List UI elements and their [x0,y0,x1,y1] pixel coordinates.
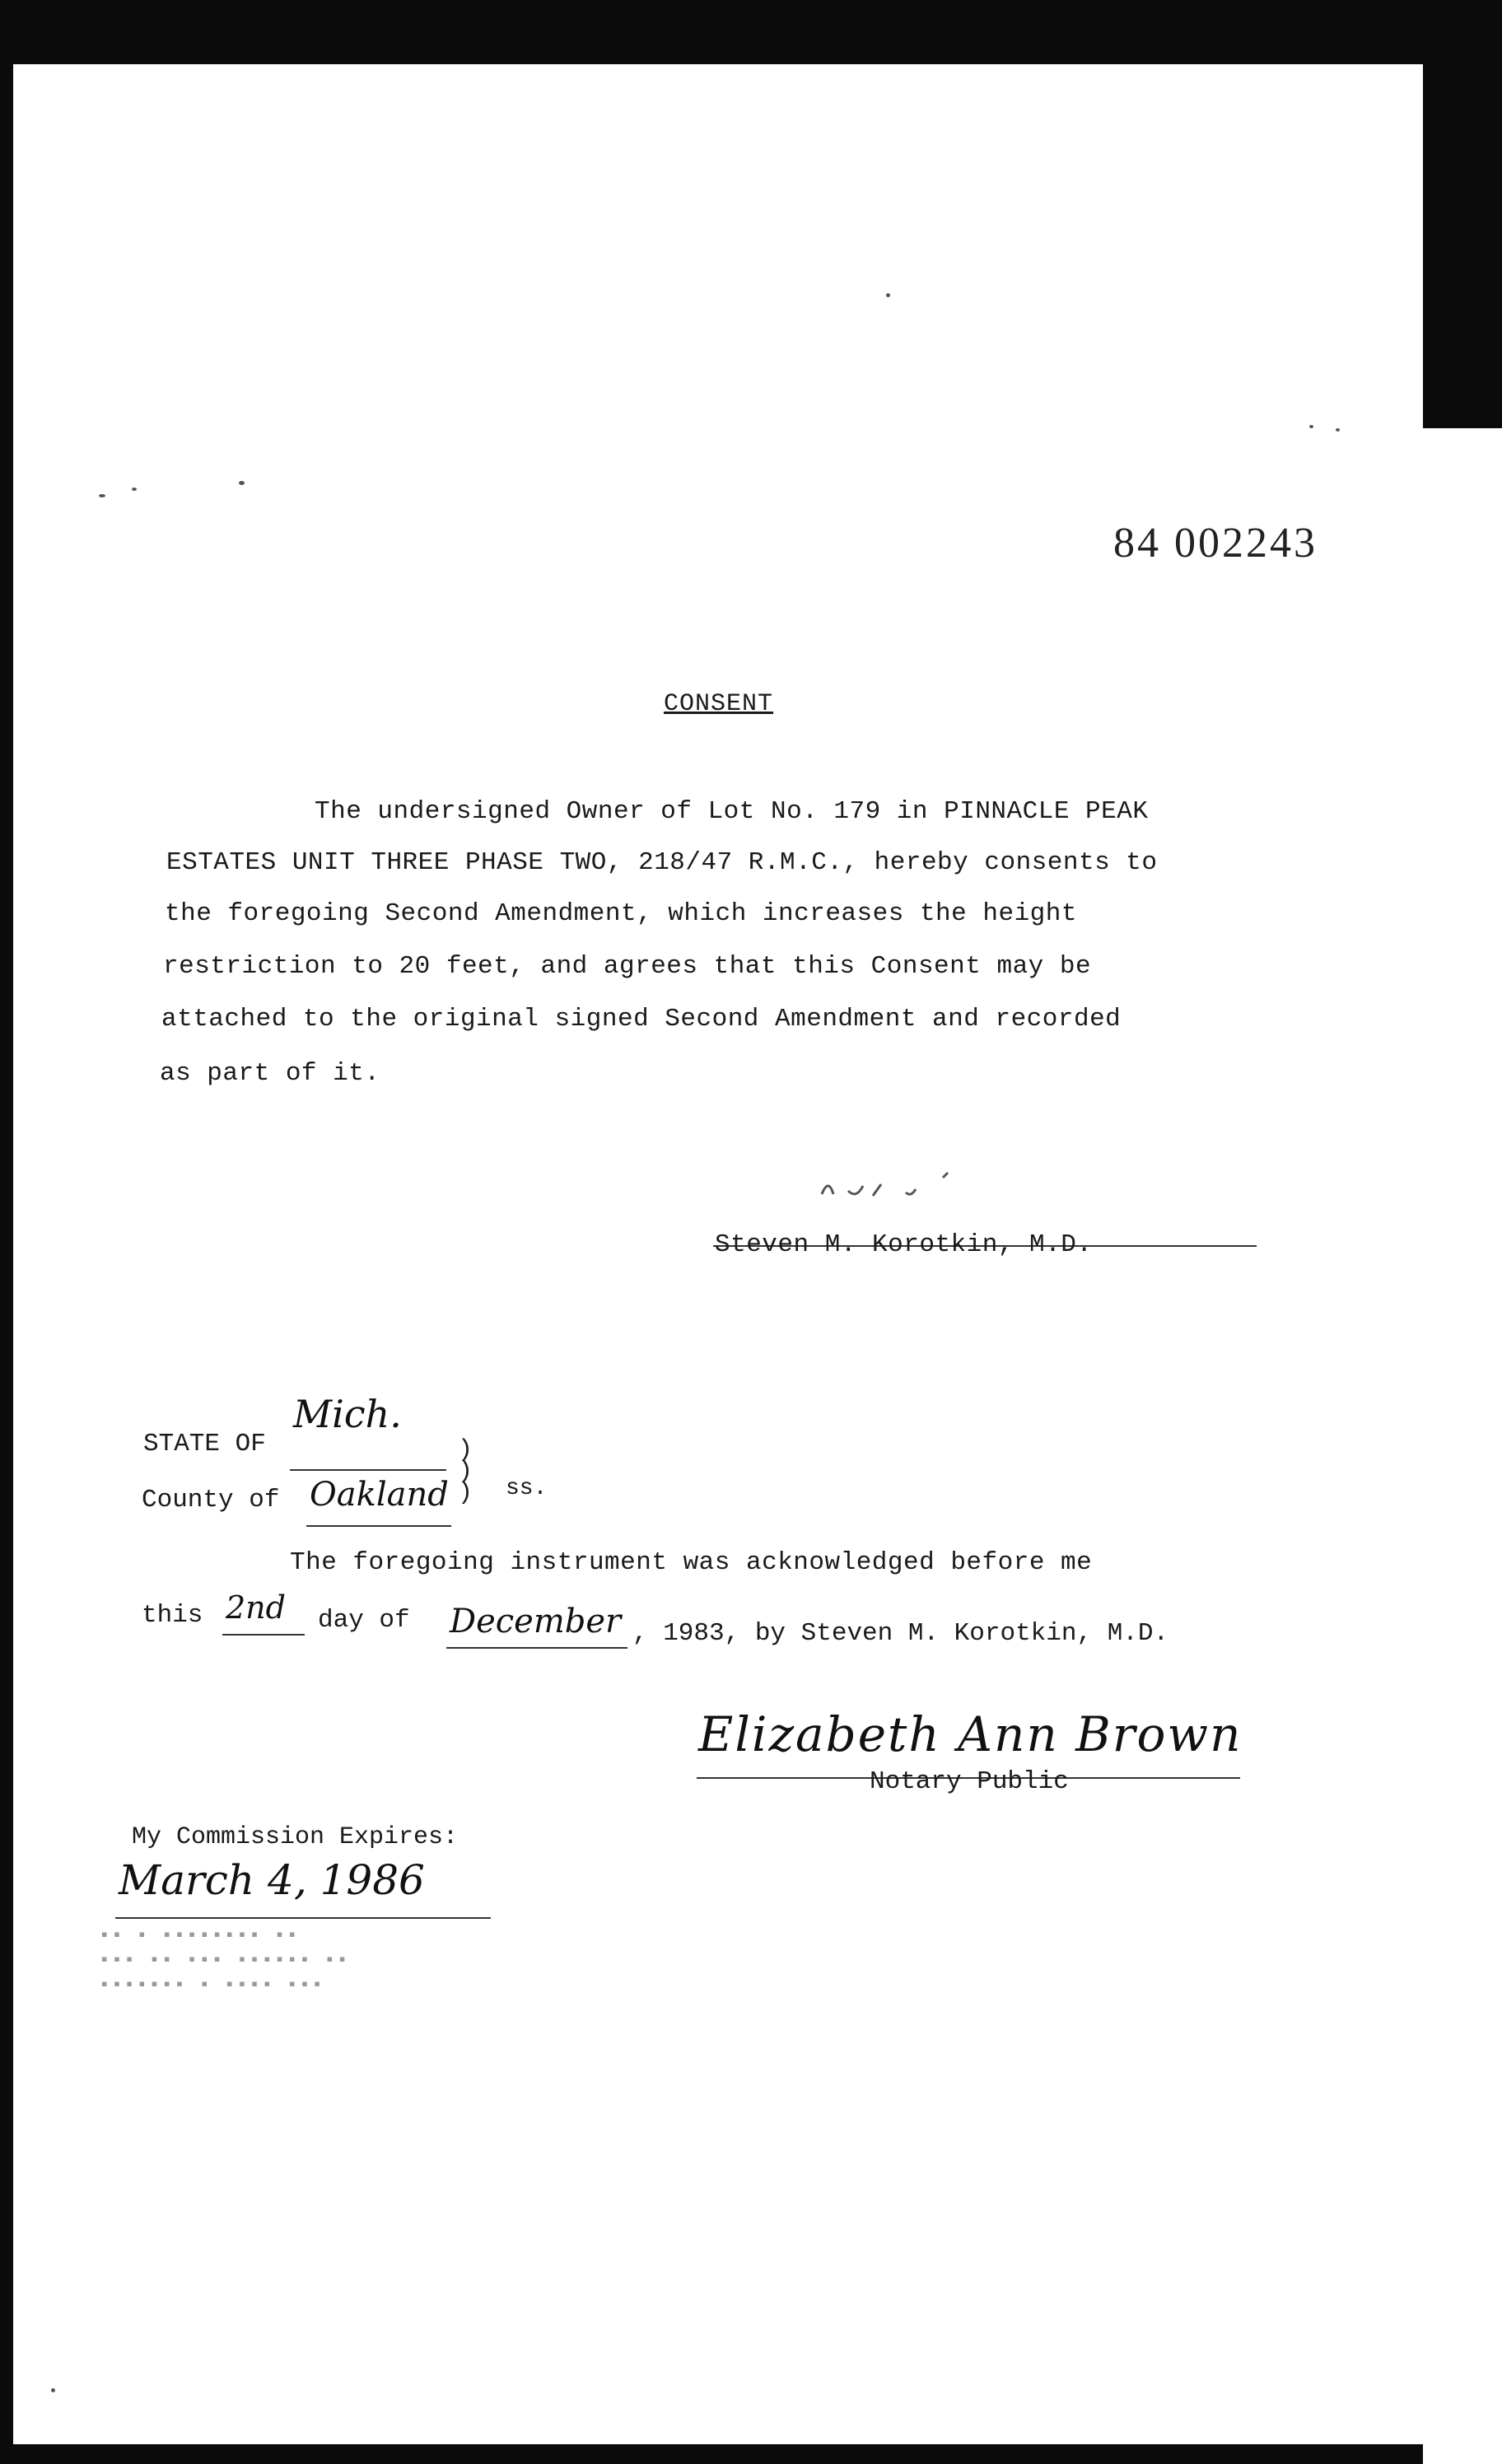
county-label: County of [142,1486,280,1514]
commission-label: My Commission Expires: [132,1823,459,1851]
body-line: The undersigned Owner of Lot No. 179 in PINNACLE PEAK [315,797,1149,826]
signer-name: Steven M. Korotkin, M.D. [715,1230,1093,1259]
commission-date-line [115,1917,491,1919]
this-label: this [142,1601,203,1630]
bracket: ) ) ) [458,1436,473,1507]
document-title: CONSENT [664,690,774,718]
notary-stamp-line: ▪▪▪▪▪▪▪ ▪ ▪▪▪▪ ▪▪▪ [99,1975,324,1995]
commission-date: March 4, 1986 [119,1856,425,1904]
owner-signature [791,1145,1005,1219]
county-blank-line [306,1525,451,1527]
state-blank-line [290,1469,446,1471]
body-line: restriction to 20 feet, and agrees that this Consent may be [163,952,1092,981]
ss-label: ss. [506,1476,548,1501]
state-label: STATE OF [143,1430,266,1458]
scan-speck [51,2388,55,2392]
acknowledgment-line: The foregoing instrument was acknowledged before me [290,1548,1093,1577]
body-line: the foregoing Second Amendment, which increases the height [165,899,1077,928]
notary-stamp-line: ▪▪▪ ▪▪ ▪▪▪ ▪▪▪▪▪▪ ▪▪ [99,1950,350,1971]
notary-title: Notary Public [870,1767,1069,1796]
body-line: as part of it. [160,1059,380,1088]
scan-speck [239,481,245,485]
notary-stamp-line: ▪▪ ▪ ▪▪▪▪▪▪▪▪ ▪▪ [99,1925,300,1946]
notary-signature: Elizabeth Ann Brown [698,1706,1243,1762]
county-value: Oakland [310,1476,449,1514]
scan-speck [1309,425,1313,428]
scan-speck [99,494,105,497]
scan-speck [1336,428,1340,432]
month-value: December [450,1603,622,1640]
day-blank-line [222,1634,305,1636]
day-of-label: day of [318,1606,410,1635]
acknowledgment-date-line: , 1983, by Steven M. Korotkin, M.D. [632,1619,1169,1648]
state-value: Mich. [293,1392,402,1436]
document-number: 84 002243 [1113,520,1318,567]
scan-speck [886,293,890,297]
body-line: ESTATES UNIT THREE PHASE TWO, 218/47 R.M.C., hereby consents to [166,848,1158,877]
scan-speck [132,488,137,491]
page-edge [1423,428,1502,2464]
month-blank-line [446,1647,627,1649]
day-value: 2nd [226,1589,286,1626]
body-line: attached to the original signed Second Amendment and recorded [161,1005,1122,1034]
